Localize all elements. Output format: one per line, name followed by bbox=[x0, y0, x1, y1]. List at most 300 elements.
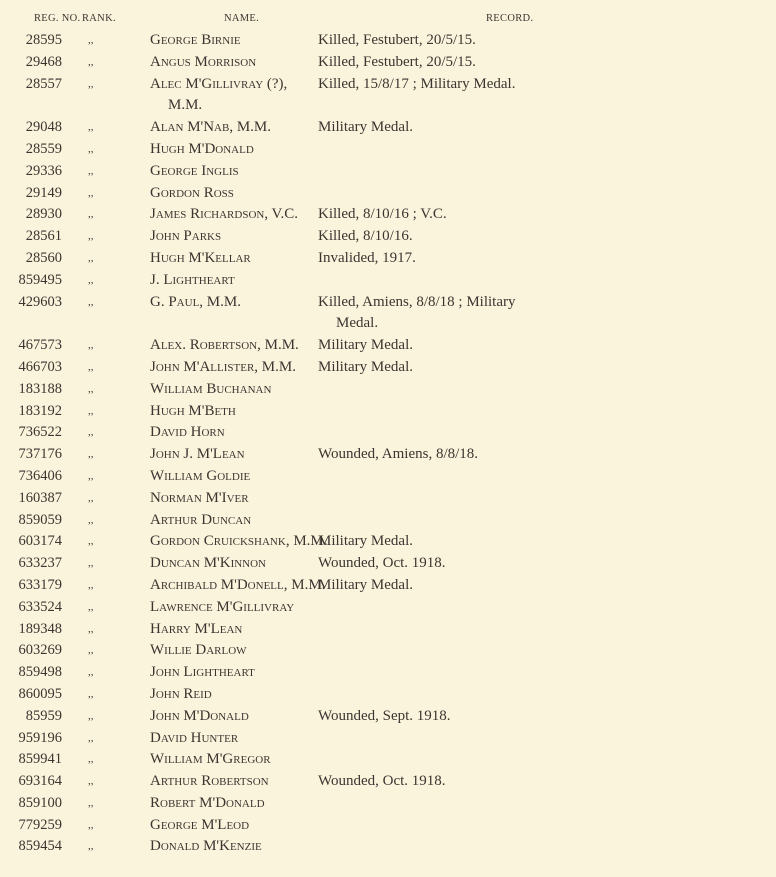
reg-no-cell-text: 183188 bbox=[18, 380, 62, 397]
reg-no-cell-text: 859495 bbox=[18, 271, 62, 288]
table-row bbox=[0, 248, 776, 270]
rank-cell bbox=[62, 597, 150, 619]
reg-no-cell bbox=[0, 117, 62, 139]
record-cell-continuation: Medal. bbox=[336, 315, 379, 332]
record-cell-text: Military Medal. bbox=[318, 337, 413, 354]
record-cell bbox=[318, 248, 776, 270]
name-cell-text: John M'Allister, M.M. bbox=[150, 358, 296, 375]
reg-no-cell bbox=[0, 466, 62, 488]
name-cell-text: Gordon Ross bbox=[150, 184, 234, 201]
rank-cell-text: ,, bbox=[88, 230, 94, 243]
reg-no-cell bbox=[0, 640, 62, 662]
rank-cell-text: ,, bbox=[88, 775, 94, 788]
reg-no-cell bbox=[0, 422, 62, 444]
rank-cell bbox=[62, 466, 150, 488]
record-cell bbox=[318, 597, 776, 619]
rank-cell bbox=[62, 204, 150, 226]
reg-no-cell-text: 736406 bbox=[18, 467, 62, 484]
reg-no-cell bbox=[0, 183, 62, 205]
record-cell bbox=[318, 488, 776, 510]
name-cell bbox=[150, 292, 318, 336]
name-cell bbox=[150, 575, 326, 597]
rank-cell bbox=[62, 379, 150, 401]
rank-cell bbox=[62, 226, 150, 248]
name-cell-text: John Lightheart bbox=[150, 664, 255, 681]
record-cell bbox=[318, 161, 776, 183]
rank-cell-text: ,, bbox=[88, 34, 94, 46]
record-cell-text: Wounded, Oct. 1918. bbox=[318, 555, 446, 572]
table-row bbox=[0, 640, 776, 662]
rank-cell bbox=[62, 640, 150, 662]
reg-no-cell bbox=[0, 597, 62, 619]
record-cell bbox=[318, 749, 776, 771]
rank-cell bbox=[62, 422, 150, 444]
record-cell-text: Military Medal. bbox=[318, 533, 413, 550]
record-cell bbox=[318, 510, 776, 532]
rank-cell-text: ,, bbox=[88, 600, 94, 613]
table-row bbox=[0, 466, 776, 488]
name-cell-text: William M'Gregor bbox=[150, 751, 271, 768]
record-cell bbox=[318, 357, 776, 379]
name-cell bbox=[150, 531, 328, 553]
rank-cell-text: ,, bbox=[88, 186, 94, 199]
name-cell bbox=[150, 204, 318, 226]
table-row bbox=[0, 488, 776, 510]
name-cell-text: Gordon Cruickshank, M.M. bbox=[150, 533, 328, 550]
name-cell bbox=[150, 706, 318, 728]
table-row bbox=[0, 401, 776, 423]
rank-cell bbox=[62, 183, 150, 205]
table-row bbox=[0, 575, 776, 597]
record-cell bbox=[318, 793, 776, 815]
record-cell bbox=[318, 74, 776, 118]
rank-cell-text: ,, bbox=[88, 535, 94, 548]
name-cell bbox=[150, 771, 318, 793]
reg-no-cell-text: 429603 bbox=[18, 293, 62, 310]
rank-cell-text: ,, bbox=[88, 513, 94, 526]
rank-cell bbox=[62, 30, 150, 52]
record-cell-text: Killed, 8/10/16. bbox=[318, 228, 413, 245]
table-row bbox=[0, 183, 776, 205]
table-row bbox=[0, 52, 776, 74]
table-row bbox=[0, 793, 776, 815]
record-cell bbox=[318, 226, 776, 248]
rank-cell-text: ,, bbox=[88, 164, 94, 177]
table-row bbox=[0, 161, 776, 183]
reg-no-cell bbox=[0, 706, 62, 728]
name-cell-text: Willie Darlow bbox=[150, 642, 247, 659]
reg-no-cell-text: 28561 bbox=[25, 228, 62, 245]
name-cell bbox=[150, 466, 318, 488]
reg-no-cell-text: 736522 bbox=[18, 424, 62, 441]
reg-no-cell-text: 28560 bbox=[25, 249, 62, 266]
name-cell bbox=[150, 30, 318, 52]
table-row bbox=[0, 139, 776, 161]
reg-no-cell-text: 859498 bbox=[18, 664, 62, 681]
reg-no-cell-text: 859100 bbox=[18, 794, 62, 811]
header-record: RECORD. bbox=[486, 13, 534, 24]
record-cell bbox=[318, 292, 776, 336]
reg-no-cell bbox=[0, 444, 62, 466]
name-cell-text: Hugh M'Donald bbox=[150, 140, 254, 157]
record-cell-text: Wounded, Sept. 1918. bbox=[318, 707, 451, 724]
reg-no-cell bbox=[0, 226, 62, 248]
reg-no-cell bbox=[0, 815, 62, 837]
table-row bbox=[0, 357, 776, 379]
reg-no-cell-text: 29336 bbox=[25, 162, 62, 179]
reg-no-cell-text: 633179 bbox=[18, 576, 62, 593]
rank-cell-text: ,, bbox=[88, 644, 94, 657]
record-cell bbox=[318, 662, 776, 684]
rank-cell-text: ,, bbox=[88, 622, 94, 635]
name-cell bbox=[150, 728, 318, 750]
rank-cell bbox=[62, 553, 150, 575]
name-cell-text: John J. M'Lean bbox=[150, 446, 245, 463]
name-cell-text: David Horn bbox=[150, 424, 225, 441]
rank-cell bbox=[62, 488, 150, 510]
header-name: NAME. bbox=[224, 13, 260, 24]
reg-no-cell bbox=[0, 662, 62, 684]
rank-cell-text: ,, bbox=[88, 840, 94, 853]
reg-no-cell-text: 693164 bbox=[18, 773, 62, 790]
name-cell-text: Harry M'Lean bbox=[150, 620, 243, 637]
rank-cell-text: ,, bbox=[88, 469, 94, 482]
name-cell bbox=[150, 270, 318, 292]
name-cell-text: G. Paul, M.M. bbox=[150, 293, 241, 310]
record-cell bbox=[318, 270, 776, 292]
record-cell-text: Killed, 15/8/17 ; Military Medal. bbox=[318, 75, 516, 92]
reg-no-cell-text: 603174 bbox=[18, 533, 62, 550]
record-cell bbox=[318, 771, 776, 793]
reg-no-cell-text: 860095 bbox=[18, 685, 62, 702]
name-cell bbox=[150, 139, 318, 161]
record-cell bbox=[318, 466, 776, 488]
rank-cell bbox=[62, 444, 150, 466]
table-row bbox=[0, 662, 776, 684]
rank-cell-text: ,, bbox=[88, 491, 94, 504]
record-cell bbox=[318, 30, 776, 52]
table-row bbox=[0, 226, 776, 248]
name-cell bbox=[150, 836, 318, 858]
reg-no-cell-text: 85959 bbox=[25, 707, 62, 724]
record-cell bbox=[318, 379, 776, 401]
reg-no-cell bbox=[0, 749, 62, 771]
record-cell-text: Killed, 8/10/16 ; V.C. bbox=[318, 206, 447, 223]
record-cell-text: Military Medal. bbox=[318, 358, 413, 375]
name-cell bbox=[150, 662, 318, 684]
table-row bbox=[0, 728, 776, 750]
name-cell-text: Alex. Robertson, M.M. bbox=[150, 337, 299, 354]
name-cell-text: J. Lightheart bbox=[150, 271, 235, 288]
rank-cell-text: ,, bbox=[88, 55, 94, 68]
name-cell-text: John Reid bbox=[150, 685, 212, 702]
reg-no-cell-text: 29048 bbox=[25, 119, 62, 136]
table-row bbox=[0, 117, 776, 139]
name-cell bbox=[150, 74, 318, 118]
rank-cell bbox=[62, 510, 150, 532]
reg-no-cell bbox=[0, 575, 62, 597]
table-row bbox=[0, 30, 776, 52]
record-cell bbox=[318, 335, 776, 357]
rank-cell bbox=[62, 161, 150, 183]
record-cell bbox=[318, 52, 776, 74]
record-cell bbox=[318, 139, 776, 161]
name-cell-text: William Goldie bbox=[150, 467, 251, 484]
name-cell bbox=[150, 815, 318, 837]
table-row bbox=[0, 749, 776, 771]
name-cell bbox=[150, 248, 318, 270]
rank-cell bbox=[62, 575, 150, 597]
reg-no-cell bbox=[0, 531, 62, 553]
rank-cell bbox=[62, 270, 150, 292]
reg-no-cell-text: 603269 bbox=[18, 642, 62, 659]
name-cell bbox=[150, 401, 318, 423]
name-cell-text: James Richardson, V.C. bbox=[150, 206, 298, 223]
name-cell-text: George Inglis bbox=[150, 162, 239, 179]
name-cell-text: Arthur Robertson bbox=[150, 773, 269, 790]
rank-cell-text: ,, bbox=[88, 77, 94, 90]
rank-cell-text: ,, bbox=[88, 557, 94, 570]
reg-no-cell bbox=[0, 52, 62, 74]
rank-cell bbox=[62, 335, 150, 357]
reg-no-cell bbox=[0, 836, 62, 858]
rank-cell bbox=[62, 793, 150, 815]
rank-cell-text: ,, bbox=[88, 208, 94, 221]
record-cell-text: Military Medal. bbox=[318, 576, 413, 593]
name-cell-text: Robert M'Donald bbox=[150, 794, 265, 811]
name-cell bbox=[150, 793, 318, 815]
header-reg-no: REG. NO. bbox=[34, 13, 81, 24]
table-row bbox=[0, 422, 776, 444]
rank-cell-text: ,, bbox=[88, 687, 94, 700]
table-row bbox=[0, 510, 776, 532]
name-cell-text: David Hunter bbox=[150, 729, 239, 746]
reg-no-cell bbox=[0, 553, 62, 575]
record-cell bbox=[318, 204, 776, 226]
name-cell-text: Archibald M'Donell, M.M. bbox=[150, 576, 326, 593]
rank-cell-text: ,, bbox=[88, 360, 94, 373]
record-cell-text: Killed, Festubert, 20/5/15. bbox=[318, 32, 476, 48]
record-cell-text: Invalided, 1917. bbox=[318, 249, 416, 266]
rank-cell-text: ,, bbox=[88, 426, 94, 439]
reg-no-cell bbox=[0, 401, 62, 423]
name-cell-text: Norman M'Iver bbox=[150, 489, 249, 506]
reg-no-cell-text: 859454 bbox=[18, 838, 62, 855]
rank-cell-text: ,, bbox=[88, 731, 94, 744]
rank-cell-text: ,, bbox=[88, 578, 94, 591]
rank-cell bbox=[62, 117, 150, 139]
reg-no-cell bbox=[0, 30, 62, 52]
name-cell bbox=[150, 619, 318, 641]
rank-cell-text: ,, bbox=[88, 273, 94, 286]
record-cell bbox=[318, 553, 776, 575]
name-cell bbox=[150, 488, 318, 510]
rank-cell bbox=[62, 706, 150, 728]
record-cell bbox=[318, 640, 776, 662]
rank-cell-text: ,, bbox=[88, 121, 94, 134]
rank-cell bbox=[62, 531, 150, 553]
rank-cell-text: ,, bbox=[88, 404, 94, 417]
reg-no-cell bbox=[0, 270, 62, 292]
record-cell bbox=[318, 575, 776, 597]
reg-no-cell bbox=[0, 684, 62, 706]
table-header bbox=[0, 8, 776, 30]
name-cell bbox=[150, 422, 318, 444]
name-cell bbox=[150, 444, 318, 466]
rank-cell bbox=[62, 139, 150, 161]
table-row bbox=[0, 444, 776, 466]
reg-no-cell bbox=[0, 204, 62, 226]
record-cell bbox=[318, 422, 776, 444]
reg-no-cell bbox=[0, 248, 62, 270]
name-cell bbox=[150, 510, 318, 532]
rank-cell-text: ,, bbox=[88, 753, 94, 766]
record-cell bbox=[318, 836, 776, 858]
name-cell-text: Hugh M'Kellar bbox=[150, 249, 251, 266]
rank-cell-text: ,, bbox=[88, 666, 94, 679]
table-row bbox=[0, 684, 776, 706]
record-cell bbox=[318, 531, 776, 553]
rank-cell bbox=[62, 684, 150, 706]
table-body bbox=[0, 30, 776, 858]
reg-no-cell-text: 183192 bbox=[18, 402, 62, 419]
reg-no-cell-text: 466703 bbox=[18, 358, 62, 375]
rank-cell-text: ,, bbox=[88, 796, 94, 809]
name-cell bbox=[150, 684, 318, 706]
reg-no-cell-text: 29468 bbox=[25, 53, 62, 70]
rank-cell bbox=[62, 662, 150, 684]
reg-no-cell bbox=[0, 335, 62, 357]
reg-no-cell-text: 160387 bbox=[18, 489, 62, 506]
table-row bbox=[0, 204, 776, 226]
rank-cell bbox=[62, 74, 150, 118]
name-cell bbox=[150, 161, 318, 183]
reg-no-cell bbox=[0, 139, 62, 161]
reg-no-cell-text: 737176 bbox=[18, 446, 62, 463]
record-cell bbox=[318, 401, 776, 423]
name-cell bbox=[150, 117, 318, 139]
table-row bbox=[0, 597, 776, 619]
table-row bbox=[0, 270, 776, 292]
name-cell-text: William Buchanan bbox=[150, 380, 272, 397]
table-row bbox=[0, 292, 776, 336]
record-cell-text: Killed, Festubert, 20/5/15. bbox=[318, 53, 476, 70]
rank-cell bbox=[62, 815, 150, 837]
reg-no-cell bbox=[0, 379, 62, 401]
record-cell bbox=[318, 183, 776, 205]
rank-cell-text: ,, bbox=[88, 448, 94, 461]
name-cell-continuation: M.M. bbox=[168, 97, 203, 114]
table-row bbox=[0, 335, 776, 357]
name-cell-text: Alec M'Gillivray (?), bbox=[150, 75, 288, 92]
table-row bbox=[0, 74, 776, 118]
reg-no-cell-text: 633237 bbox=[18, 555, 62, 572]
reg-no-cell-text: 633524 bbox=[18, 598, 62, 615]
reg-no-cell-text: 859059 bbox=[18, 511, 62, 528]
record-cell bbox=[318, 117, 776, 139]
reg-no-cell bbox=[0, 161, 62, 183]
reg-no-cell-text: 28595 bbox=[25, 32, 62, 48]
table-row bbox=[0, 771, 776, 793]
record-cell bbox=[318, 706, 776, 728]
name-cell bbox=[150, 52, 318, 74]
record-cell bbox=[318, 728, 776, 750]
name-cell bbox=[150, 226, 318, 248]
rank-cell bbox=[62, 728, 150, 750]
reg-no-cell bbox=[0, 357, 62, 379]
reg-no-cell-text: 779259 bbox=[18, 816, 62, 833]
reg-no-cell-text: 29149 bbox=[25, 184, 62, 201]
name-cell-text: Hugh M'Beth bbox=[150, 402, 236, 419]
record-cell bbox=[318, 444, 776, 466]
table-row bbox=[0, 706, 776, 728]
name-cell-text: Angus Morrison bbox=[150, 53, 257, 70]
reg-no-cell-text: 28559 bbox=[25, 140, 62, 157]
reg-no-cell-text: 959196 bbox=[18, 729, 62, 746]
header-rank: RANK. bbox=[82, 13, 116, 24]
rank-cell-text: ,, bbox=[88, 709, 94, 722]
rank-cell-text: ,, bbox=[88, 818, 94, 831]
record-cell-text: Wounded, Amiens, 8/8/18. bbox=[318, 446, 479, 463]
record-cell bbox=[318, 619, 776, 641]
rank-cell-text: ,, bbox=[88, 382, 94, 395]
rank-cell bbox=[62, 357, 150, 379]
record-cell-text: Military Medal. bbox=[318, 119, 413, 136]
name-cell bbox=[150, 640, 318, 662]
table-row bbox=[0, 379, 776, 401]
reg-no-cell bbox=[0, 74, 62, 118]
record-cell bbox=[318, 684, 776, 706]
reg-no-cell bbox=[0, 510, 62, 532]
rank-cell bbox=[62, 52, 150, 74]
table-row bbox=[0, 619, 776, 641]
reg-no-cell bbox=[0, 292, 62, 336]
name-cell-text: John M'Donald bbox=[150, 707, 249, 724]
reg-no-cell bbox=[0, 488, 62, 510]
reg-no-cell bbox=[0, 728, 62, 750]
rank-cell bbox=[62, 292, 150, 336]
name-cell bbox=[150, 597, 318, 619]
rank-cell bbox=[62, 619, 150, 641]
rank-cell bbox=[62, 749, 150, 771]
table-row bbox=[0, 553, 776, 575]
reg-no-cell bbox=[0, 619, 62, 641]
reg-no-cell-text: 28930 bbox=[25, 206, 62, 223]
record-cell-text: Killed, Amiens, 8/8/18 ; Military bbox=[318, 293, 516, 310]
reg-no-cell bbox=[0, 771, 62, 793]
name-cell-text: Arthur Duncan bbox=[150, 511, 252, 528]
rank-cell-text: ,, bbox=[88, 339, 94, 352]
name-cell bbox=[150, 357, 318, 379]
roll-table bbox=[0, 8, 776, 858]
name-cell-text: Lawrence M'Gillivray bbox=[150, 598, 295, 615]
reg-no-cell-text: 189348 bbox=[18, 620, 62, 637]
name-cell bbox=[150, 183, 318, 205]
record-cell-text: Wounded, Oct. 1918. bbox=[318, 773, 446, 790]
rank-cell-text: ,, bbox=[88, 142, 94, 155]
name-cell bbox=[150, 553, 318, 575]
rank-cell bbox=[62, 248, 150, 270]
name-cell bbox=[150, 749, 318, 771]
table-row bbox=[0, 815, 776, 837]
name-cell bbox=[150, 335, 318, 357]
rank-cell bbox=[62, 401, 150, 423]
rank-cell bbox=[62, 836, 150, 858]
name-cell-text: Duncan M'Kinnon bbox=[150, 555, 267, 572]
rank-cell-text: ,, bbox=[88, 251, 94, 264]
name-cell-text: Donald M'Kenzie bbox=[150, 838, 262, 855]
table-row bbox=[0, 836, 776, 858]
